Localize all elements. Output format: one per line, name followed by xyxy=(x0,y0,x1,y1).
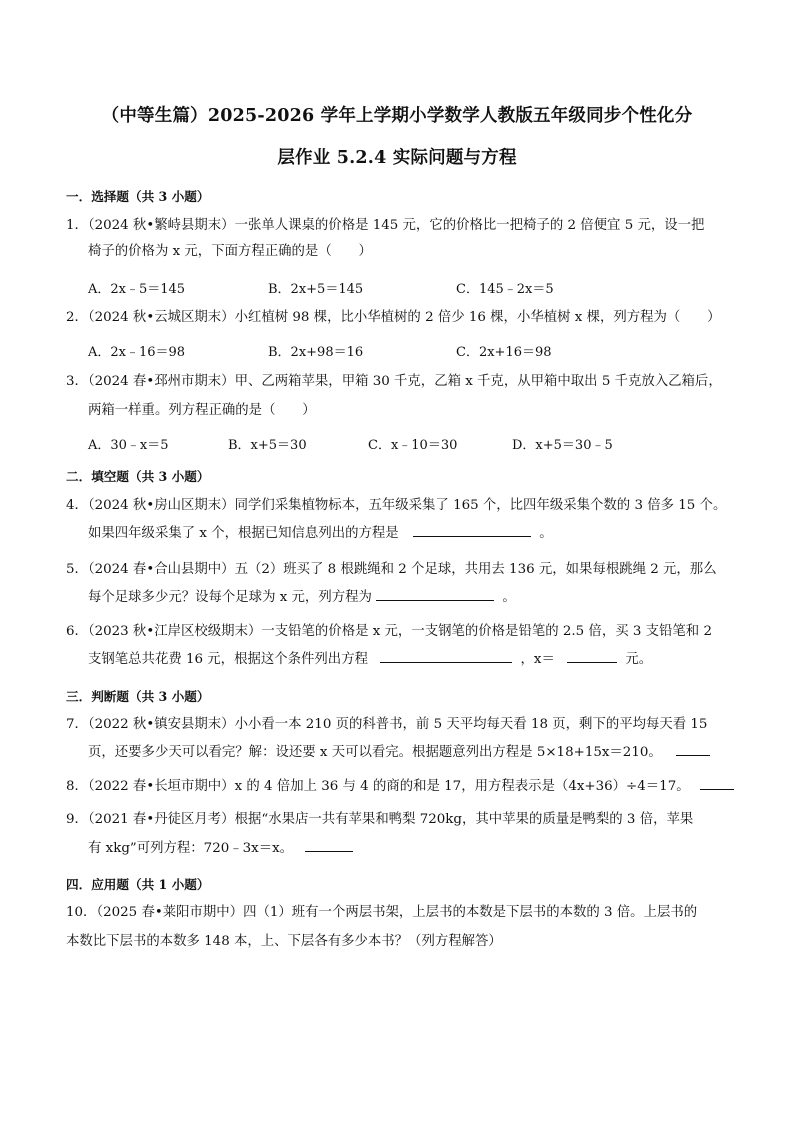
question-9-line-1: 9．（2021 春•丹徒区月考）根据“水果店一共有苹果和鸭梨 720kg，其中苹果的质量是鸭梨的 3 倍，苹果 xyxy=(66,812,694,827)
question-9-line-2: 有 xkg”可列方程：720﹣3x＝x。 xyxy=(88,841,294,856)
question-4 xyxy=(66,496,730,544)
question-2-line-1: 2．（2024 秋•云城区期末）小红植树 98 棵，比小华植树的 2 倍少 16 棵，小华植树 x 棵，列方程为（ ） xyxy=(66,310,721,325)
question-3-line-2: 两箱一样重。列方程正确的是（ ） xyxy=(88,403,316,418)
question-3 xyxy=(66,372,730,421)
question-3-line-1: 3．（2024 春•邳州市期末）甲、乙两箱苹果，甲箱 30 千克，乙箱 x 千克，从甲箱中取出 5 千克放入乙箱后， xyxy=(66,374,722,389)
question-7 xyxy=(66,715,730,763)
question-9 xyxy=(66,810,730,859)
question-1-option-b: B．2x+5＝145 xyxy=(268,282,364,297)
question-8-answer-blank[interactable] xyxy=(700,777,734,790)
question-5-end: 。 xyxy=(502,590,516,605)
question-4-line-2: 如果四年级采集了 x 个，根据已知信息列出的方程是 xyxy=(88,526,399,541)
question-7-line-2: 页，还要多少天可以看完？解：设还要 x 天可以看完。根据题意列出方程是 5×18+15x＝210。 xyxy=(88,745,662,760)
question-2-option-a: A．2x﹣16＝98 xyxy=(88,345,186,360)
question-10-line-1: 10．（2025 春•莱阳市期中）四（1）班有一个两层书架，上层书的本数是下层书的本数的 3 倍。上层书的 xyxy=(66,905,698,920)
question-6-x-blank[interactable] xyxy=(567,650,617,663)
question-9-answer-blank[interactable] xyxy=(305,839,353,852)
section-fill-heading: 二．填空题（共 3 小题） xyxy=(66,469,210,484)
document-title-line-1: （中等生篇）2025-2026 学年上学期小学数学人教版五年级同步个性化分 xyxy=(101,106,693,126)
question-1-line-2: 椅子的价格为 x 元，下面方程正确的是（ ） xyxy=(88,244,372,259)
question-6-line-1: 6．（2023 秋•江岸区校级期末）一支铅笔的价格是 x 元，一支钢笔的价格是铅笔的 2.5 倍，买 3 支铅笔和 2 xyxy=(66,624,712,639)
question-1-option-a: A．2x﹣5＝145 xyxy=(88,282,186,297)
question-3-option-c: C．x﹣10＝30 xyxy=(368,438,458,453)
question-8-line-1: 8．（2022 春•长垣市期中）x 的 4 倍加上 36 与 4 的商的和是 17，用方程表示是（4x+36）÷4＝17。 xyxy=(66,779,690,794)
question-6-mid: ，x＝ xyxy=(520,652,555,667)
section-choice-heading: 一．选择题（共 3 小题） xyxy=(66,189,210,204)
question-4-answer-blank[interactable] xyxy=(413,524,531,537)
question-6-equation-blank[interactable] xyxy=(380,650,512,663)
question-2-option-b: B．2x+98＝16 xyxy=(268,345,364,360)
question-5-line-2: 每个足球多少元？设每个足球为 x 元，列方程为 xyxy=(88,590,372,605)
question-5 xyxy=(66,560,730,608)
section-judge-heading: 三．判断题（共 3 小题） xyxy=(66,689,210,704)
question-1 xyxy=(66,216,730,262)
question-2-option-c: C．2x+16＝98 xyxy=(456,345,552,360)
question-10 xyxy=(66,903,730,952)
section-application-heading: 四．应用题（共 1 小题） xyxy=(66,877,210,892)
question-8 xyxy=(66,777,730,797)
question-6-end: 元。 xyxy=(625,652,653,667)
question-3-option-d: D．x+5＝30﹣5 xyxy=(512,438,613,453)
question-4-line-1: 4．（2024 秋•房山区期末）同学们采集植物标本，五年级采集了 165 个，比四年级采集个数的 3 倍多 15 个。 xyxy=(66,498,727,513)
question-1-option-c: C．145﹣2x＝5 xyxy=(456,282,554,297)
question-2 xyxy=(66,308,730,328)
question-10-line-2: 本数比下层书的本数多 148 本，上、下层各有多少本书？（列方程解答） xyxy=(66,934,502,949)
document-title-line-2: 层作业 5.2.4 实际问题与方程 xyxy=(277,148,517,168)
question-5-line-1: 5．（2024 春•合山县期中）五（2）班买了 8 根跳绳和 2 个足球，共用去 136 元，如果每根跳绳 2 元，那么 xyxy=(66,562,717,577)
question-3-option-b: B．x+5＝30 xyxy=(228,438,307,453)
question-7-answer-blank[interactable] xyxy=(676,743,710,756)
question-7-line-1: 7．（2022 秋•镇安县期末）小小看一本 210 页的科普书，前 5 天平均每天看 18 页，剩下的平均每天看 15 xyxy=(66,717,708,732)
question-1-line-1: 1．（2024 秋•繁峙县期末）一张单人课桌的价格是 145 元，它的价格比一把椅子的 2 倍便宜 5 元，设一把 xyxy=(66,218,705,233)
question-4-end: 。 xyxy=(539,526,553,541)
question-6 xyxy=(66,622,730,670)
question-6-line-2: 支钢笔总共花费 16 元，根据这个条件列出方程 xyxy=(88,652,368,667)
question-5-answer-blank[interactable] xyxy=(376,588,494,601)
question-3-option-a: A．30﹣x＝5 xyxy=(88,438,169,453)
